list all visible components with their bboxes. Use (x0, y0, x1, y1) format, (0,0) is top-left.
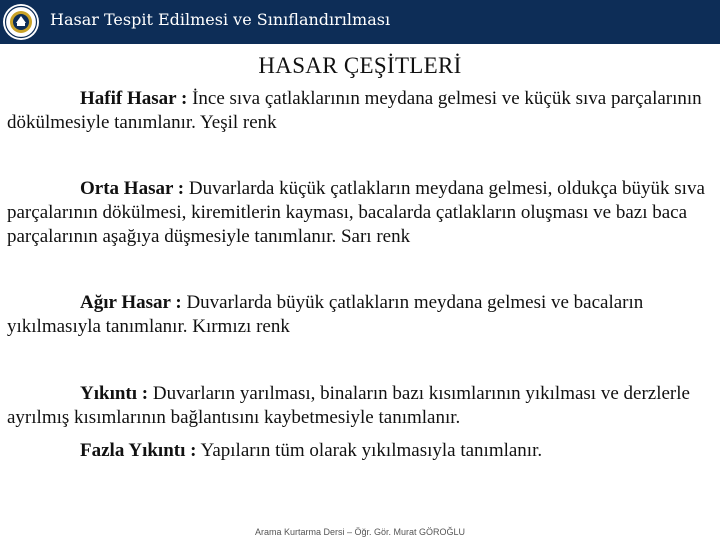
university-seal-icon (2, 3, 40, 41)
damage-type-description: Yapıların tüm olarak yıkılmasıyla tanımlanır. (196, 440, 543, 461)
damage-type-description: Duvarlarda büyük çatlakların meydana gelmesi ve bacaların yıkılmasıyla tanımlanır. Kırmızı renk (7, 292, 644, 337)
damage-type-moderate (7, 177, 713, 249)
slide-title: HASAR ÇEŞİTLERİ (258, 53, 462, 78)
damage-type-term: Ağır Hasar : (80, 292, 182, 313)
header-title: Hasar Tespit Edilmesi ve Sınıflandırılması (50, 10, 391, 29)
damage-type-description: İnce sıva çatlaklarının meydana gelmesi ve küçük sıva parçalarının dökülmesiyle tanımlanır. Yeşil renk (7, 88, 702, 133)
header-bar (0, 0, 720, 44)
damage-type-term: Orta Hasar : (80, 178, 185, 199)
damage-type-term: Yıkıntı : (80, 383, 149, 404)
damage-type-term: Fazla Yıkıntı : (80, 440, 197, 461)
damage-type-light (7, 87, 713, 135)
damage-type-collapse (7, 382, 713, 430)
damage-type-total-collapse (7, 439, 713, 463)
damage-type-description: Duvarlarda küçük çatlakların meydana gelmesi, oldukça büyük sıva parçalarının dökülmesi, kiremitlerin kayması, bacalarda çatlakların oluşması ve bazı baca parçalarının aşağıya düşmesiyle tanımlanır. Sarı renk (7, 178, 705, 247)
damage-type-description: Duvarların yarılması, binaların bazı kısımlarının yıkılması ve derzlerle ayrılmış kısımlarının bağlantısını kaybetmesiyle tanımlanır. (7, 383, 690, 428)
footer-credit: Arama Kurtarma Dersi – Öğr. Gör. Murat GÖROĞLU (254, 527, 466, 537)
damage-type-heavy (7, 291, 713, 339)
damage-type-term: Hafif Hasar : (80, 88, 188, 109)
